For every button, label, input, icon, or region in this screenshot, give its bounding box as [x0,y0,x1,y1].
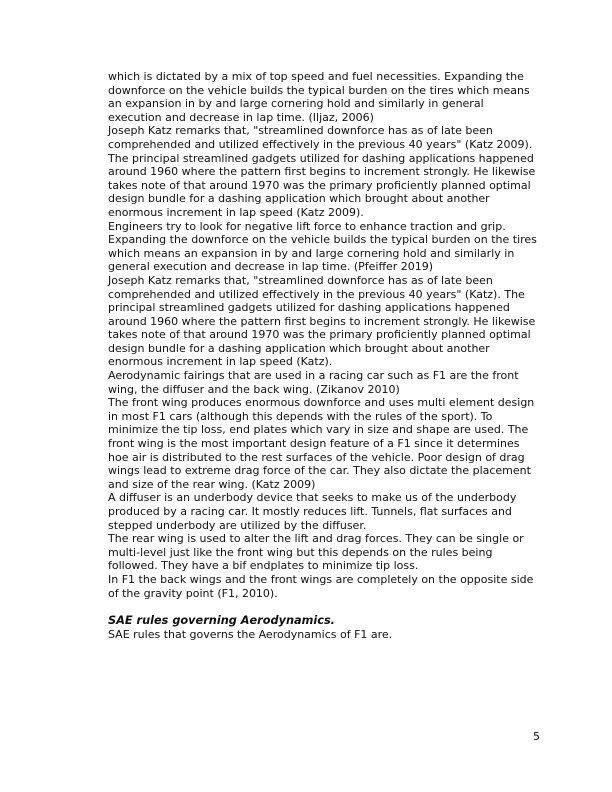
document-body [108,70,540,641]
paragraph-7: A diffuser is an underbody device that seeks to make us of the underbody produced by a racing car. It mostly reduces lift. Tunnels, flat surfaces and stepped underbody are utilized by the diffuser. [108,491,517,532]
paragraph-1: which is dictated by a mix of top speed and fuel necessities. Expanding the downforce on the vehicle builds the typical burden on the tires which means an expansion in by and large cornering hold and similarly in general execution and decrease in lap time. (Iljaz, 2006) [108,70,530,124]
paragraph-4: Joseph Katz remarks that, "streamlined downforce has as of late been comprehended and utilized effectively in the previous 40 years" (Katz). The principal streamlined gadgets utilized for dashing applications happened around 1960 where the pattern first begins to increment strongly. He likewise takes note of that around 1970 was the primary proficiently planned optimal design bundle for a dashing application which brought about another enormous increment in lap speed (Katz). [108,273,536,369]
paragraph-3: Engineers try to look for negative lift force to enhance traction and grip. Expanding the downforce on the vehicle builds the typical burden on the tires which means an expansion in by and large cornering hold and similarly in general execution and decrease in lap time. (Pfeiffer 2019) [108,219,537,274]
paragraph-8: The rear wing is used to alter the lift and drag forces. They can be single or multi-level just like the front wing but this depends on the rules being followed. They have a bif endplates to minimize tip loss. [108,532,524,573]
paragraph-2: Joseph Katz remarks that, "streamlined downforce has as of late been comprehended and utilized effectively in the previous 40 years" (Katz 2009). The principal streamlined gadgets utilized for dashing applications happened around 1960 where the pattern first begins to increment strongly. He likewise takes note of that around 1970 was the primary proficiently planned optimal design bundle for a dashing application which brought about another enormous increment in lap speed (Katz 2009). [108,124,536,219]
paragraph-5: Aerodynamic fairings that are used in a racing car such as F1 are the front wing, the diffuser and the back wing. (Zikanov 2010) [108,369,519,396]
paragraph-9: In F1 the back wings and the front wings are completely on the opposite side of the gravity point (F1, 2010). [108,572,534,600]
paragraph-6: The front wing produces enormous downforce and uses multi element design in most F1 cars (although this depends with the rules of the sport). To minimize the tip loss, end plates which vary in size and shape are used. The front wing is the most important design feature of a F1 since it determines hoe air is distributed to the rest surfaces of the vehicle. Poor design of drag wings lead to extreme drag force of the car. They also dictate the placement and size of the rear wing. (Katz 2009) [108,396,535,491]
closing-paragraph: SAE rules that governs the Aerodynamics of F1 are. [108,627,393,641]
page-number: 5 [533,730,540,743]
section-heading: SAE rules governing Aerodynamics. [108,614,335,628]
